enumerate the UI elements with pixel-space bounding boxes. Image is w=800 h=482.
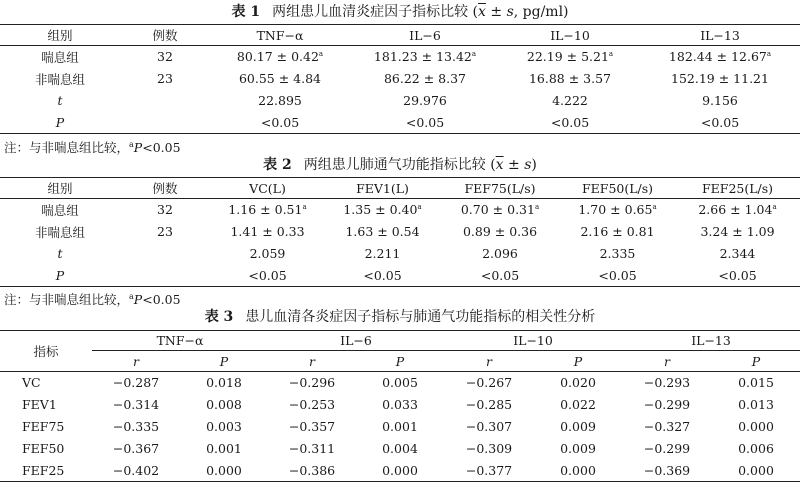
table-row [0, 394, 800, 416]
cell [325, 199, 440, 221]
table3 [0, 330, 800, 482]
sub-header-r: r [92, 351, 180, 372]
note-superscript: a [129, 292, 134, 301]
cell: 2.211 [364, 246, 401, 261]
cell: 0.006 [738, 441, 774, 456]
cell: <0.05 [560, 265, 675, 287]
cell: −0.311 [288, 441, 336, 456]
cell: 0.000 [738, 419, 774, 434]
cell: 0.89 ± 0.36 [462, 224, 538, 239]
row-n [120, 112, 210, 134]
cell: 0.000 [534, 460, 622, 482]
table1-header-tnf: TNF−α [210, 25, 350, 46]
cell: <0.05 [210, 112, 350, 134]
cell: 0.009 [560, 419, 596, 434]
row-n [120, 90, 210, 112]
table1-number: 表 1 [231, 4, 261, 20]
table3-caption [0, 308, 800, 326]
cell: −0.402 [92, 460, 180, 482]
cell: 0.015 [738, 375, 774, 391]
table1-unit: , pg/ml) [513, 4, 569, 20]
table3-sub-header-row [0, 351, 800, 372]
table2-caption [0, 156, 800, 174]
table-row [0, 68, 800, 90]
sub-header-p: P [534, 351, 622, 372]
superscript-a: a [417, 203, 422, 212]
cell: −0.307 [465, 419, 513, 434]
superscript-a: a [302, 203, 307, 212]
cell-value: 22.19 ± 5.21 [526, 49, 609, 65]
cell: <0.05 [325, 265, 440, 287]
table1-title: 两组患儿血清炎症因子指标比较 ( [272, 4, 479, 20]
superscript-a: a [608, 50, 614, 59]
table1-header-il6: IL−6 [350, 25, 500, 46]
cell: 0.000 [356, 460, 444, 482]
table1-header-group: 组别 [0, 25, 120, 46]
table1-s: s [506, 4, 514, 20]
row-label: FEV1 [22, 397, 57, 412]
cell: <0.05 [500, 112, 640, 134]
cell: 0.022 [560, 397, 596, 412]
cell: 16.88 ± 3.57 [528, 71, 612, 86]
table1-header-il13: IL−13 [640, 25, 800, 46]
sub-header-p: P [356, 351, 444, 372]
row-n: 23 [157, 224, 173, 239]
cell [440, 199, 560, 221]
table2-number: 表 2 [263, 157, 292, 173]
table2-header-group: 组别 [0, 178, 120, 199]
cell: 0.033 [382, 397, 418, 412]
cell-value: 1.70 ± 0.65 [578, 202, 653, 218]
cell: −0.296 [288, 375, 336, 391]
cell: −0.253 [288, 397, 336, 412]
sub-header-r: r [444, 351, 534, 372]
table2-header-vc: VC(L) [210, 178, 325, 199]
cell: −0.357 [288, 419, 336, 434]
sub-header-p: P [712, 351, 800, 372]
table3-title: 患儿血清各炎症因子指标与肺通气功能指标的相关性分析 [245, 309, 596, 325]
table3-header-il6: IL−6 [268, 331, 444, 351]
table3-group-header-row [0, 331, 800, 351]
cell: 2.335 [599, 246, 636, 261]
table-row [0, 460, 800, 482]
table2-header-fef75: FEF75(L/s) [440, 178, 560, 199]
cell: 0.020 [560, 375, 596, 391]
table2-header-n: 例数 [120, 178, 210, 199]
row-label: t [57, 246, 63, 261]
row-label: 非喘息组 [34, 224, 85, 240]
table2-unit: ) [531, 157, 537, 173]
table3-header-il10: IL−10 [444, 331, 622, 351]
row-label: 喘息组 [41, 202, 79, 218]
table1-xbar: $\overline{x}$ [478, 4, 486, 20]
cell [500, 46, 640, 68]
cell: 0.004 [382, 441, 418, 456]
cell: 0.000 [180, 460, 268, 482]
cell: 0.009 [560, 441, 596, 456]
table1-header-row [0, 25, 800, 46]
table-row [0, 372, 800, 394]
cell: −0.309 [465, 441, 513, 456]
sub-header-p: P [180, 351, 268, 372]
table1 [0, 24, 800, 134]
row-label: VC [22, 375, 41, 391]
sub-header-r: r [622, 351, 712, 372]
cell: 2.16 ± 0.81 [580, 224, 655, 239]
row-label: 非喘息组 [34, 71, 85, 87]
table2-s: s [524, 157, 532, 173]
note-p: P [133, 140, 143, 156]
cell: <0.05 [210, 265, 325, 287]
cell: −0.314 [112, 397, 160, 412]
table2-header-row [0, 178, 800, 199]
cell: −0.293 [643, 375, 691, 391]
cell [560, 199, 675, 221]
cell-value: 181.23 ± 13.42 [373, 49, 472, 65]
table2 [0, 177, 800, 287]
table2-pm: ± [503, 157, 525, 173]
table1-caption [0, 3, 800, 21]
note-prefix: 注：与非喘息组比较， [4, 140, 130, 156]
cell: 0.008 [206, 397, 242, 412]
cell: <0.05 [440, 265, 560, 287]
cell: −0.369 [622, 460, 712, 482]
table2-title: 两组患儿肺通气功能指标比较 ( [303, 157, 496, 173]
cell: 1.63 ± 0.54 [345, 224, 420, 239]
cell: 29.976 [403, 93, 447, 108]
cell: −0.335 [112, 419, 160, 434]
cell [640, 46, 800, 68]
row-n: 23 [157, 71, 173, 86]
sub-header-r: r [268, 351, 356, 372]
note-tail: <0.05 [142, 140, 181, 156]
table3-header-tnf: TNF−α [92, 331, 268, 351]
cell: 86.22 ± 8.37 [383, 71, 467, 86]
cell: −0.386 [268, 460, 356, 482]
cell [210, 46, 350, 68]
cell: −0.377 [444, 460, 534, 482]
superscript-a: a [471, 50, 477, 59]
table-row [0, 46, 800, 68]
cell: <0.05 [640, 112, 800, 134]
table1-note [4, 137, 181, 156]
cell: 0.005 [382, 375, 418, 391]
note-prefix: 注：与非喘息组比较， [4, 292, 130, 308]
cell: 4.222 [552, 93, 588, 108]
cell: 0.013 [738, 397, 774, 412]
superscript-a: a [652, 203, 657, 212]
cell [210, 199, 325, 221]
cell-value: 80.17 ± 0.42 [236, 49, 319, 65]
table3-header-il13: IL−13 [622, 331, 800, 351]
cell: 2.344 [719, 246, 756, 261]
row-label: t [57, 93, 63, 108]
cell-value: 0.70 ± 0.31 [460, 202, 535, 218]
cell: 0.018 [206, 375, 242, 391]
cell-value: 1.35 ± 0.40 [343, 202, 418, 218]
cell [675, 199, 800, 221]
cell: 22.895 [258, 93, 302, 108]
row-label: 喘息组 [41, 49, 79, 65]
cell-value: 2.66 ± 1.04 [698, 202, 773, 218]
cell: 2.096 [482, 246, 518, 261]
table-row [0, 438, 800, 460]
table2-note [4, 289, 181, 308]
row-n: 32 [157, 202, 173, 218]
cell [350, 46, 500, 68]
cell: 9.156 [702, 93, 738, 108]
superscript-a: a [318, 50, 324, 59]
table-row [0, 243, 800, 265]
table-row [0, 112, 800, 134]
table-row [0, 199, 800, 221]
cell: 0.000 [712, 460, 800, 482]
cell-value: 1.16 ± 0.51 [228, 202, 303, 218]
table3-number: 表 3 [204, 309, 234, 325]
cell: −0.287 [112, 375, 160, 391]
row-n [120, 265, 210, 287]
note-superscript: a [129, 140, 134, 149]
table1-header-n: 例数 [120, 25, 210, 46]
superscript-a: a [534, 203, 540, 212]
table2-header-fev1: FEV1(L) [325, 178, 440, 199]
table3-header-indicator: 指标 [0, 331, 92, 372]
note-tail: <0.05 [142, 292, 181, 308]
cell: <0.05 [675, 265, 800, 287]
cell: 60.55 ± 4.84 [238, 71, 322, 86]
table-row [0, 90, 800, 112]
table-row [0, 416, 800, 438]
table2-header-fef25: FEF25(L/s) [675, 178, 800, 199]
row-label: FEF50 [22, 441, 65, 456]
cell: 2.059 [249, 246, 286, 261]
table2-xbar: $\overline{x}$ [495, 157, 504, 173]
table1-pm: ± [485, 4, 507, 20]
table-row [0, 265, 800, 287]
cell: −0.367 [112, 441, 160, 456]
row-n: 32 [157, 49, 173, 65]
cell: −0.267 [465, 375, 513, 391]
cell: 0.001 [382, 419, 418, 434]
cell: 152.19 ± 11.21 [671, 71, 769, 86]
cell: 0.001 [206, 441, 242, 456]
row-label: P [0, 112, 120, 134]
cell-value: 182.44 ± 12.67 [668, 49, 767, 65]
row-n [120, 243, 210, 265]
table-row [0, 221, 800, 243]
cell: −0.299 [643, 397, 691, 412]
superscript-a: a [766, 50, 772, 59]
cell: −0.327 [643, 419, 691, 434]
table1-header-il10: IL−10 [500, 25, 640, 46]
cell: −0.299 [643, 441, 691, 456]
superscript-a: a [772, 203, 777, 212]
cell: 1.41 ± 0.33 [230, 224, 305, 239]
note-p: P [133, 292, 143, 308]
cell: 0.003 [206, 419, 242, 434]
row-label: FEF75 [22, 419, 65, 434]
cell: −0.285 [465, 397, 513, 412]
cell: 3.24 ± 1.09 [700, 224, 775, 239]
row-label: P [0, 265, 120, 287]
cell: <0.05 [350, 112, 500, 134]
table2-header-fef50: FEF50(L/s) [560, 178, 675, 199]
row-label: FEF25 [0, 460, 92, 482]
